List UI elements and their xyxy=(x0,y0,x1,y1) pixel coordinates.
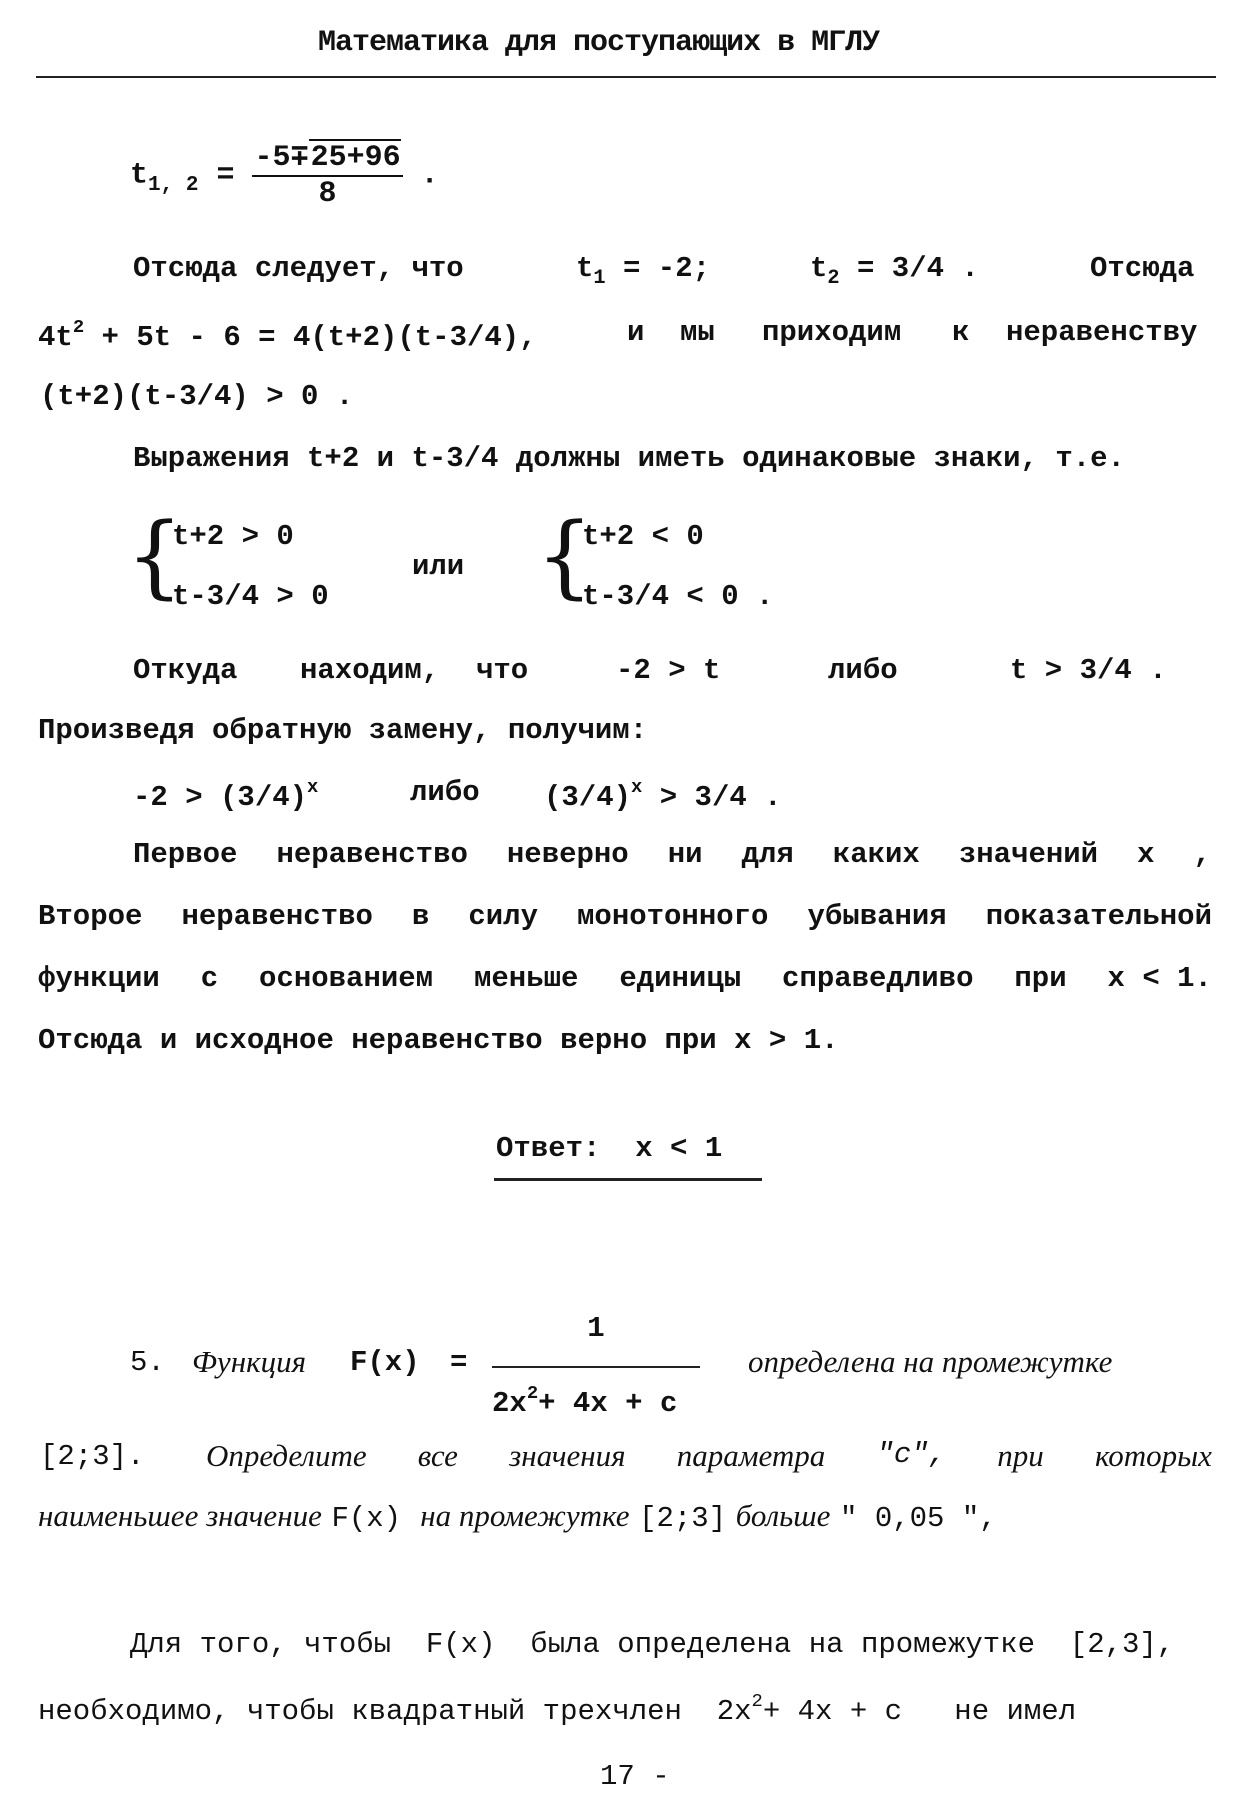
para1-t2: $t_2 = 3/4$ . xyxy=(810,252,979,291)
para3-word-otkuda: Откуда xyxy=(133,654,238,687)
ineq-b: $(3/4)^x > 3/4$ . xyxy=(544,776,782,815)
para1-text-b: Отсюда xyxy=(1090,252,1195,285)
problem5-eq: = xyxy=(450,1346,468,1379)
para3-word-libo: либо xyxy=(828,654,898,687)
ineq-a: $-2 > (3/4)^x$ xyxy=(133,776,319,815)
system-right-2: t-3/4 < 0 . xyxy=(582,580,774,613)
solution-line2: необходимо, чтобы квадратный трехчлен $2x^2+ 4x + c$ не имел xyxy=(38,1690,1077,1729)
formula-sub: 1, 2 xyxy=(148,173,199,197)
para3-word-chto: что xyxy=(476,654,529,687)
formula-lhs: t xyxy=(130,158,149,193)
para1-text-a: Отсюда следует, что xyxy=(133,252,464,285)
answer-value: x < 1 xyxy=(635,1132,723,1165)
para3-ineq-1: -2 > t xyxy=(616,654,721,687)
problem5-interval: [2;3]. xyxy=(40,1440,145,1473)
para4-line3: функции с основанием меньше единицы справедливо при x < 1. xyxy=(38,962,1212,995)
formula-numerator xyxy=(252,138,402,177)
para3-line2: Произведя обратную замену, получим: xyxy=(38,714,648,747)
problem5-defined: определена на промежутке xyxy=(748,1344,1113,1379)
formula-fraction xyxy=(252,138,402,211)
formula-t12 xyxy=(130,138,439,211)
para2-text: Выражения t+2 и t-3/4 должны иметь одинаковые знаки, т.е. xyxy=(133,442,1125,475)
formula-denominator: 8 xyxy=(318,177,337,211)
system-left-1: t+2 > 0 xyxy=(172,520,294,553)
formula-sqrt: 25+96 xyxy=(310,141,401,175)
formula-tail: . xyxy=(420,158,439,193)
para1-t1: $t_1 = -2$; xyxy=(576,252,710,291)
formula-num-prefix: -5∓ xyxy=(254,141,309,175)
para1-word-k: к xyxy=(952,316,970,349)
para4-line1: Первое неравенство неверно ни для каких значений x , xyxy=(133,838,1211,871)
para1-inequality: (t+2)(t-3/4) > 0 . xyxy=(40,380,354,413)
para4-line2: Второе неравенство в силу монотонного убывания показательной xyxy=(38,900,1212,933)
system-right-1: t+2 < 0 xyxy=(582,520,704,553)
page-header: Математика для поступающих в МГЛУ xyxy=(318,26,880,60)
problem5-funkciya: Функция xyxy=(192,1344,306,1379)
system-or: или xyxy=(412,550,465,583)
answer-label: Ответ: xyxy=(496,1132,601,1165)
problem5-line3: наименьшее значение F(x) на промежутке [2;3] больше " 0,05 ", xyxy=(38,1498,997,1535)
para1-word-my: мы xyxy=(680,316,715,349)
para1-word-i: и xyxy=(627,316,645,349)
problem5-numerator: 1 xyxy=(587,1312,605,1345)
page-number: 17 - xyxy=(600,1760,670,1793)
para1-equation: $4t^2 + 5t - 6 = 4(t+2)(t-3/4)$, xyxy=(38,316,537,355)
formula-eq: = xyxy=(216,158,235,193)
right-brace: { xyxy=(536,504,594,609)
problem5-frac-bar xyxy=(492,1366,700,1368)
answer xyxy=(496,1132,722,1165)
problem5-denominator: $2x^2+ 4x + c$ xyxy=(492,1382,678,1421)
problem5-line2: Определите все значения параметра "c", при которых xyxy=(206,1438,1212,1473)
para4-line4: Отсюда и исходное неравенство верно при x > 1. xyxy=(38,1024,839,1057)
problem5-fx: F(x) xyxy=(350,1346,420,1379)
system-left-2: t-3/4 > 0 xyxy=(172,580,329,613)
para1-word-prihodim: приходим xyxy=(762,316,902,349)
left-brace: { xyxy=(126,504,184,609)
problem5-number: 5. xyxy=(130,1346,165,1379)
para1-word-neravenstvu: неравенству xyxy=(1006,316,1198,349)
solution-line1: Для того, чтобы F(x) была определена на промежутке [2,3], xyxy=(130,1628,1175,1661)
answer-underline xyxy=(494,1178,762,1181)
para3-ineq-2: t > 3/4 . xyxy=(1010,654,1167,687)
header-rule xyxy=(36,76,1216,78)
ineq-or: либо xyxy=(410,776,480,809)
para3-word-nahodim: находим, xyxy=(300,654,440,687)
